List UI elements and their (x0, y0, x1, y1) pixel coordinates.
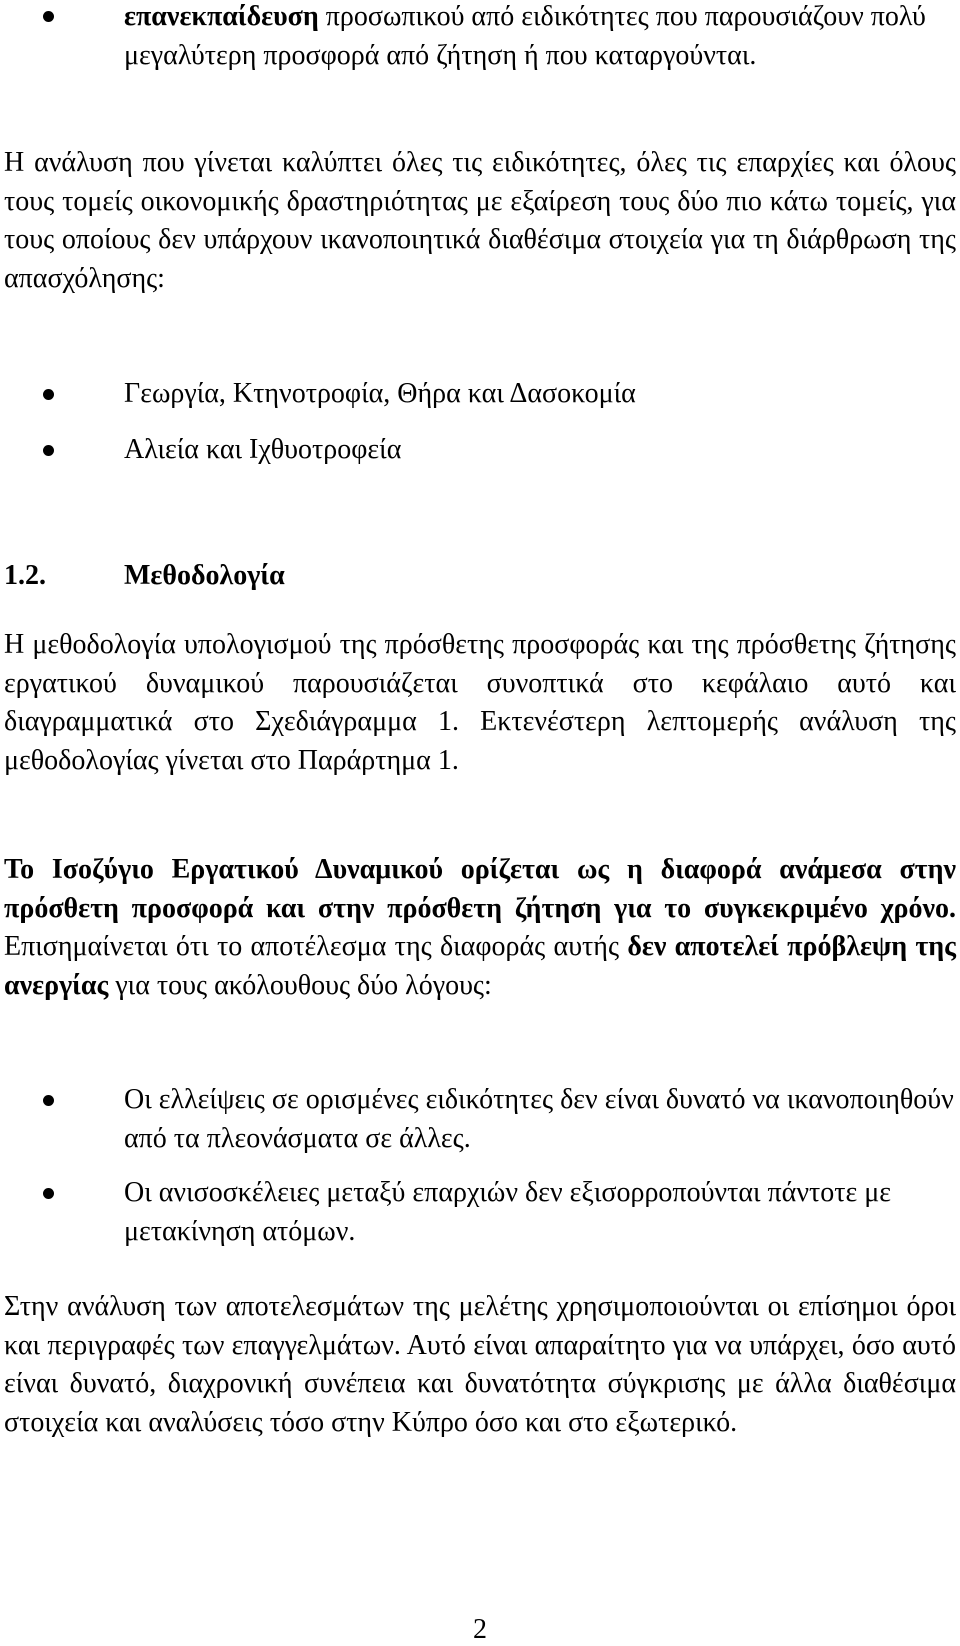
sector-item-agriculture: Γεωργία, Κτηνοτροφία, Θήρα και Δασοκομία (124, 378, 636, 409)
section-number: 1.2. (4, 560, 46, 591)
section-title: Μεθοδολογία (124, 560, 285, 591)
terms-paragraph: Στην ανάλυση των αποτελεσμάτων της μελέτης χρησιμοποιούνται οι επίσημοι όροι και περιγραφές των επαγγελμάτων. Αυτό είναι απαραίτητο για να υπάρχει, όσο αυτό είναι δυνατό, διαχρονική συνέπεια και δυνατότητα σύγκρισης με άλλα διαθέσιμα στοιχεία και αναλύσεις τόσο στην Κύπρο όσο και στο εξωτερικό. (4, 1291, 956, 1438)
bullet-dot (43, 1188, 54, 1199)
coverage-paragraph: Η ανάλυση που γίνεται καλύπτει όλες τις ειδικότητες, όλες τις επαρχίες και όλους τους τομείς οικονομικής δραστηριότητας με εξαίρεση τους δύο πιο κάτω τομείς, για τους οποίους δεν υπάρχουν ικανοποιητικά διαθέσιμα στοιχεία για τη διάρθρωση της απασχόλησης: (4, 147, 956, 294)
bullet-dot (43, 389, 54, 400)
bullet-dot (43, 11, 54, 22)
reason-item-shortages: Οι ελλείψεις σε ορισμένες ειδικότητες δεν είναι δυνατό να ικανοποιηθούν από τα πλεονάσματα σε άλλες. (124, 1084, 954, 1154)
retraining-bold: επανεκπαίδευση (124, 1, 319, 32)
bullet-dot (43, 445, 54, 456)
retraining-bullet-text (124, 0, 956, 75)
balance-paragraph (4, 851, 956, 1005)
page-number: 2 (473, 1614, 487, 1645)
not-unemployment-forecast: δεν αποτελεί πρόβλεψη της ανεργίας (4, 931, 956, 1001)
methodology-paragraph: Η μεθοδολογία υπολογισμού της πρόσθετης προσφοράς και της πρόσθετης ζήτησης εργατικού δυναμικού παρουσιάζεται συνοπτικά στο κεφάλαιο αυτό και διαγραμματικά στο Σχεδιάγραμμα 1. Εκτενέστερη λεπτομερής ανάλυση της μεθοδολογίας γίνεται στο Παράρτημα 1. (4, 629, 956, 776)
bullet-dot (43, 1095, 54, 1106)
retraining-rest: προσωπικού από ειδικότητες που παρουσιάζουν πολύ μεγαλύτερη προσφορά από ζήτηση ή που καταργούνται. (124, 1, 926, 71)
sector-item-fishing: Αλιεία και Ιχθυοτροφεία (124, 434, 402, 465)
balance-text-2: για τους ακόλουθους δύο λόγους: (108, 969, 492, 1001)
reason-item-imbalances: Οι ανισοσκέλειες μεταξύ επαρχιών δεν εξισορροπούνται πάντοτε με μετακίνηση ατόμων. (124, 1177, 892, 1247)
balance-text-1: Επισημαίνεται ότι το αποτέλεσμα της διαφοράς αυτής (4, 931, 628, 962)
balance-definition: Το Ισοζύγιο Εργατικού Δυναμικού ορίζεται ως η διαφορά ανάμεσα στην πρόσθετη προσφορά και στην πρόσθετη ζήτηση για το συγκεκριμένο χρόνο. (4, 854, 956, 924)
